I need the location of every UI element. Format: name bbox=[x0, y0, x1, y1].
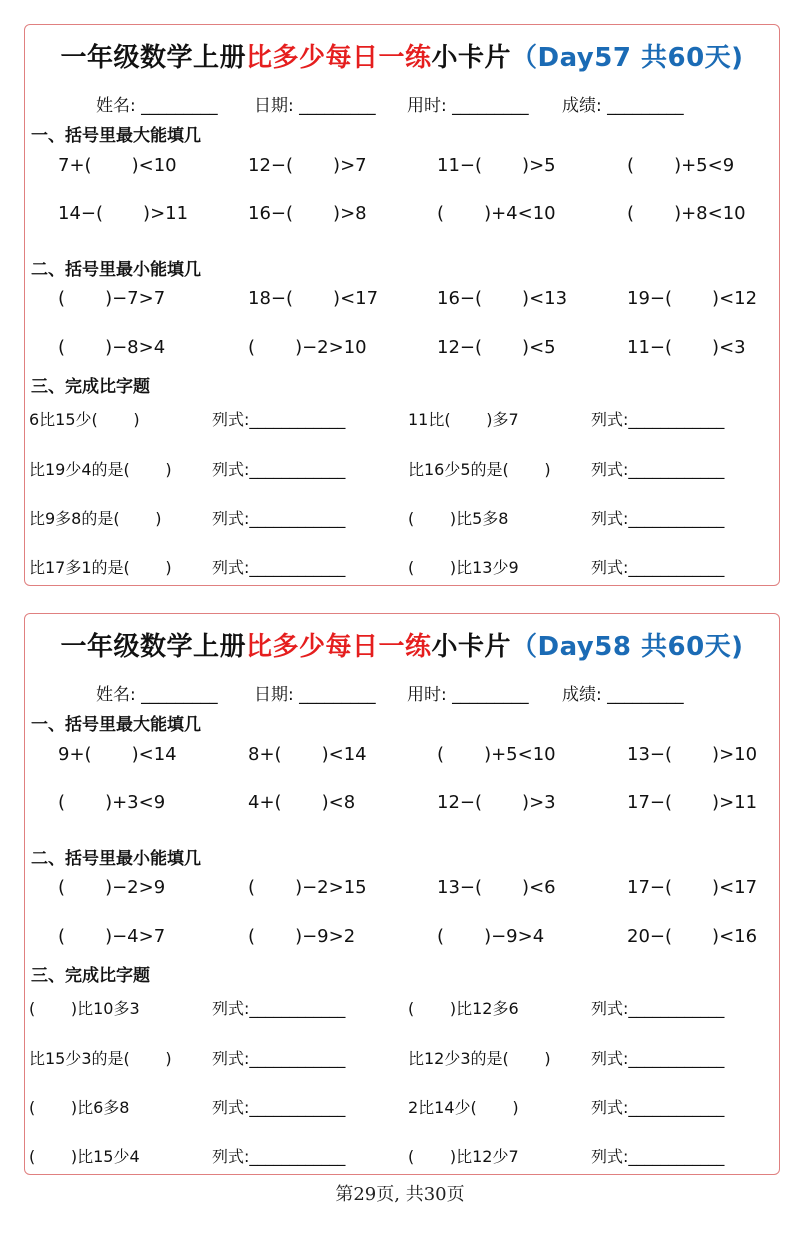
time-field[interactable]: 用时: _________ bbox=[407, 96, 529, 116]
question[interactable]: ( )−2>10 bbox=[248, 337, 367, 358]
question[interactable]: 16−( )>8 bbox=[248, 203, 367, 224]
question[interactable]: ( )+5<9 bbox=[627, 155, 735, 176]
card-title bbox=[25, 37, 779, 74]
comparison-question[interactable]: 比12少3的是( ) bbox=[408, 1049, 551, 1068]
comparison-question[interactable]: ( )比15少4 bbox=[29, 1147, 140, 1166]
equation-line[interactable]: 列式:____________ bbox=[591, 558, 725, 577]
equation-line[interactable]: 列式:____________ bbox=[591, 1049, 725, 1068]
equation-line[interactable]: 列式:____________ bbox=[212, 999, 346, 1018]
section1-heading: 一、括号里最大能填几 bbox=[31, 126, 201, 146]
question[interactable]: 8+( )<14 bbox=[248, 744, 367, 765]
score-field[interactable]: 成绩: _________ bbox=[562, 685, 684, 705]
equation-line[interactable]: 列式:____________ bbox=[212, 1098, 346, 1117]
time-field[interactable]: 用时: _________ bbox=[407, 685, 529, 705]
question[interactable]: ( )+3<9 bbox=[58, 792, 166, 813]
question[interactable]: ( )−9>4 bbox=[437, 926, 545, 947]
equation-line[interactable]: 列式:____________ bbox=[212, 410, 346, 429]
equation-line[interactable]: 列式:____________ bbox=[212, 558, 346, 577]
comparison-question[interactable]: ( )比12少7 bbox=[408, 1147, 519, 1166]
comparison-question[interactable]: 比17多1的是( ) bbox=[29, 558, 172, 577]
comparison-question[interactable]: 11比( )多7 bbox=[408, 410, 519, 429]
question[interactable]: 4+( )<8 bbox=[248, 792, 356, 813]
title-part3: 小卡片 bbox=[431, 43, 511, 73]
question[interactable]: ( )−2>9 bbox=[58, 877, 166, 898]
question[interactable]: ( )−4>7 bbox=[58, 926, 166, 947]
question[interactable]: 16−( )<13 bbox=[437, 288, 568, 309]
title-day-label: （Day58 共60天) bbox=[510, 632, 744, 662]
question[interactable]: 13−( )>10 bbox=[627, 744, 758, 765]
equation-line[interactable]: 列式:____________ bbox=[591, 509, 725, 528]
question[interactable]: ( )+5<10 bbox=[437, 744, 556, 765]
comparison-question[interactable]: ( )比10多3 bbox=[29, 999, 140, 1018]
date-field[interactable]: 日期: _________ bbox=[254, 685, 376, 705]
question[interactable]: 12−( )<5 bbox=[437, 337, 556, 358]
question[interactable]: 7+( )<10 bbox=[58, 155, 177, 176]
question[interactable]: 9+( )<14 bbox=[58, 744, 177, 765]
comparison-question[interactable]: 比9多8的是( ) bbox=[29, 509, 162, 528]
equation-line[interactable]: 列式:____________ bbox=[591, 1147, 725, 1166]
name-field[interactable]: 姓名: _________ bbox=[96, 96, 218, 116]
name-field[interactable]: 姓名: _________ bbox=[96, 685, 218, 705]
question[interactable]: 12−( )>7 bbox=[248, 155, 367, 176]
equation-line[interactable]: 列式:____________ bbox=[591, 410, 725, 429]
question[interactable]: ( )−7>7 bbox=[58, 288, 166, 309]
title-part3: 小卡片 bbox=[431, 632, 511, 662]
page-footer: 第29页, 共30页 bbox=[335, 1184, 465, 1205]
comparison-question[interactable]: ( )比12多6 bbox=[408, 999, 519, 1018]
question[interactable]: 17−( )>11 bbox=[627, 792, 758, 813]
question[interactable]: ( )−8>4 bbox=[58, 337, 166, 358]
equation-line[interactable]: 列式:____________ bbox=[212, 460, 346, 479]
question[interactable]: 20−( )<16 bbox=[627, 926, 758, 947]
question[interactable]: 13−( )<6 bbox=[437, 877, 556, 898]
question[interactable]: 11−( )>5 bbox=[437, 155, 556, 176]
question[interactable]: ( )+4<10 bbox=[437, 203, 556, 224]
section2-heading: 二、括号里最小能填几 bbox=[31, 260, 201, 280]
question[interactable]: 19−( )<12 bbox=[627, 288, 758, 309]
section2-heading: 二、括号里最小能填几 bbox=[31, 849, 201, 869]
comparison-question[interactable]: ( )比5多8 bbox=[408, 509, 509, 528]
card-title bbox=[25, 626, 779, 663]
comparison-question[interactable]: ( )比13少9 bbox=[408, 558, 519, 577]
score-field[interactable]: 成绩: _________ bbox=[562, 96, 684, 116]
comparison-question[interactable]: 6比15少( ) bbox=[29, 410, 140, 429]
question[interactable]: ( )+8<10 bbox=[627, 203, 746, 224]
comparison-question[interactable]: 比15少3的是( ) bbox=[29, 1049, 172, 1068]
title-part1: 一年级数学上册 bbox=[60, 632, 246, 662]
question[interactable]: 12−( )>3 bbox=[437, 792, 556, 813]
section1-heading: 一、括号里最大能填几 bbox=[31, 715, 201, 735]
section3-heading: 三、完成比字题 bbox=[31, 966, 150, 986]
section3-heading: 三、完成比字题 bbox=[31, 377, 150, 397]
title-part2: 比多少每日一练 bbox=[245, 632, 432, 662]
equation-line[interactable]: 列式:____________ bbox=[212, 1147, 346, 1166]
equation-line[interactable]: 列式:____________ bbox=[591, 1098, 725, 1117]
date-field[interactable]: 日期: _________ bbox=[254, 96, 376, 116]
title-day-label: （Day57 共60天) bbox=[510, 43, 744, 73]
title-part2: 比多少每日一练 bbox=[245, 43, 432, 73]
comparison-question[interactable]: 比19少4的是( ) bbox=[29, 460, 172, 479]
question[interactable]: ( )−9>2 bbox=[248, 926, 356, 947]
question[interactable]: 14−( )>11 bbox=[58, 203, 189, 224]
practice-card-day58 bbox=[24, 613, 780, 1175]
comparison-question[interactable]: ( )比6多8 bbox=[29, 1098, 130, 1117]
question[interactable]: 18−( )<17 bbox=[248, 288, 379, 309]
equation-line[interactable]: 列式:____________ bbox=[591, 999, 725, 1018]
question[interactable]: 11−( )<3 bbox=[627, 337, 746, 358]
practice-card-day57 bbox=[24, 24, 780, 586]
comparison-question[interactable]: 比16少5的是( ) bbox=[408, 460, 551, 479]
title-part1: 一年级数学上册 bbox=[60, 43, 246, 73]
equation-line[interactable]: 列式:____________ bbox=[591, 460, 725, 479]
equation-line[interactable]: 列式:____________ bbox=[212, 509, 346, 528]
question[interactable]: 17−( )<17 bbox=[627, 877, 758, 898]
comparison-question[interactable]: 2比14少( ) bbox=[408, 1098, 519, 1117]
question[interactable]: ( )−2>15 bbox=[248, 877, 367, 898]
equation-line[interactable]: 列式:____________ bbox=[212, 1049, 346, 1068]
